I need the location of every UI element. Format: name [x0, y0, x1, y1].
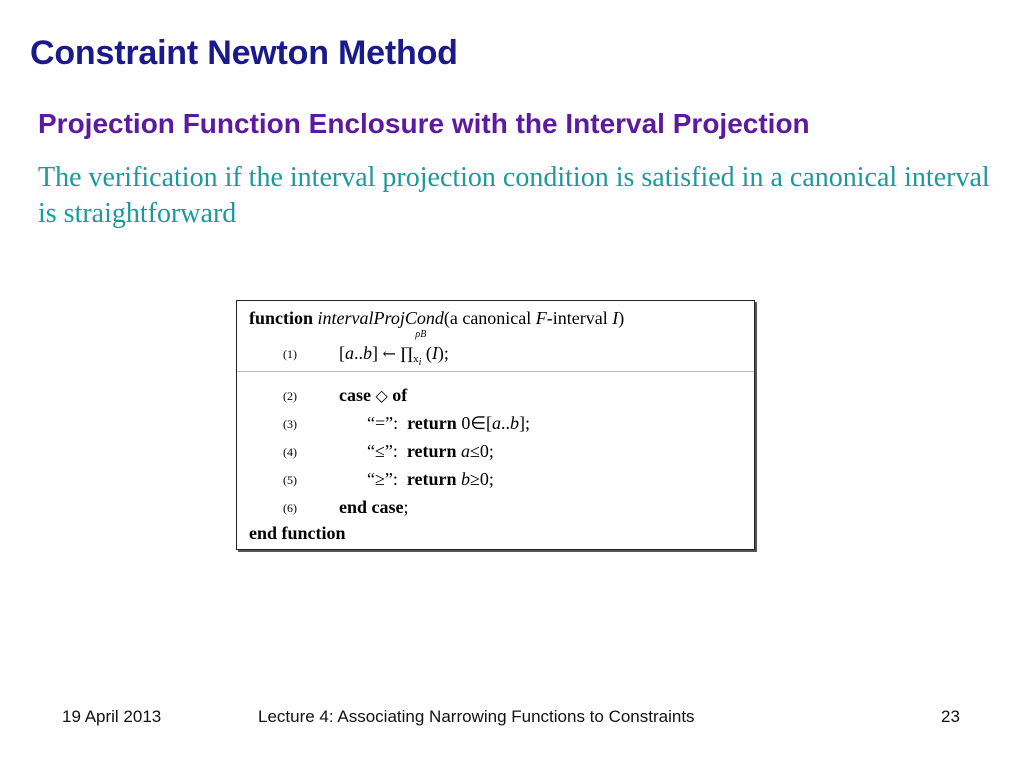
- keyword-case: case: [339, 385, 371, 405]
- keyword-end-case: end case: [339, 497, 404, 517]
- product-icon: ∏: [400, 344, 414, 363]
- subscript-i: i: [418, 357, 422, 368]
- param-mid: -interval: [546, 308, 613, 328]
- keyword-function: function: [249, 308, 314, 328]
- arg-open: (: [425, 343, 432, 363]
- arg-i: I: [431, 343, 438, 363]
- var-b: b: [461, 469, 471, 489]
- subscript-x: x: [413, 353, 419, 365]
- line-number: (4): [283, 445, 297, 459]
- function-name: intervalProjCond: [317, 308, 444, 328]
- semicolon: ;: [403, 497, 409, 517]
- line-number: (6): [283, 501, 297, 515]
- keyword-of: of: [392, 385, 408, 405]
- footer-date: 19 April 2013: [62, 707, 162, 726]
- expr-prefix: 0∈[: [461, 413, 492, 433]
- keyword-return: return: [406, 441, 457, 461]
- var-b: b: [510, 413, 519, 433]
- line-1-code: [a..b] ← ∏xi ρB (I);: [339, 329, 449, 368]
- diamond-icon: ◇: [375, 386, 388, 405]
- var-a: a: [461, 441, 471, 461]
- expr-end: ];: [519, 413, 530, 433]
- line-number: (5): [283, 473, 297, 487]
- line-6-code: [339, 497, 409, 518]
- case-label-ge: “≥”:: [367, 469, 398, 489]
- line-number: (2): [283, 389, 297, 403]
- line-number: (3): [283, 417, 297, 431]
- line-2-code: [339, 385, 407, 406]
- slide-title: Constraint Newton Method: [30, 34, 458, 72]
- var-a: a: [492, 413, 501, 433]
- slide-body-text: The verification if the interval projection condition is satisfied in a canonical interval is straightforward: [38, 162, 990, 229]
- line-5-code: [367, 469, 494, 490]
- separator-line: [237, 371, 754, 372]
- case-label-eq: “=”:: [367, 413, 399, 433]
- expr: ≥0;: [470, 469, 494, 489]
- param-open: (a canonical: [443, 308, 536, 328]
- line-4-code: [367, 441, 494, 462]
- dots: ..: [354, 343, 363, 363]
- projection-subscript: [413, 353, 422, 368]
- var-b: b: [363, 343, 372, 363]
- footer-page-number: 23: [941, 707, 960, 726]
- param-var-i: I: [612, 308, 619, 328]
- keyword-return: return: [406, 469, 457, 489]
- projection-operator: [400, 329, 427, 368]
- keyword-end-function: end function: [249, 523, 346, 543]
- keyword-return: return: [407, 413, 457, 433]
- slide-subtitle: Projection Function Enclosure with the Interval Projection: [38, 108, 810, 139]
- algorithm-header: [249, 308, 624, 329]
- line-3-code: [367, 413, 530, 434]
- var-a: a: [345, 343, 354, 363]
- footer-lecture-title: Lecture 4: Associating Narrowing Functions to Constraints: [258, 707, 695, 726]
- expr: ≤0;: [470, 441, 494, 461]
- dots: ..: [501, 413, 510, 433]
- algorithm-box: [236, 300, 755, 550]
- line-number: (1): [283, 347, 297, 361]
- arg-close: );: [437, 343, 449, 363]
- param-close: ): [618, 308, 625, 328]
- param-var-f: F: [535, 308, 547, 328]
- left-arrow-icon: ←: [382, 344, 396, 363]
- projection-superscript: ρB: [415, 329, 427, 340]
- case-label-le: “≤”:: [367, 441, 398, 461]
